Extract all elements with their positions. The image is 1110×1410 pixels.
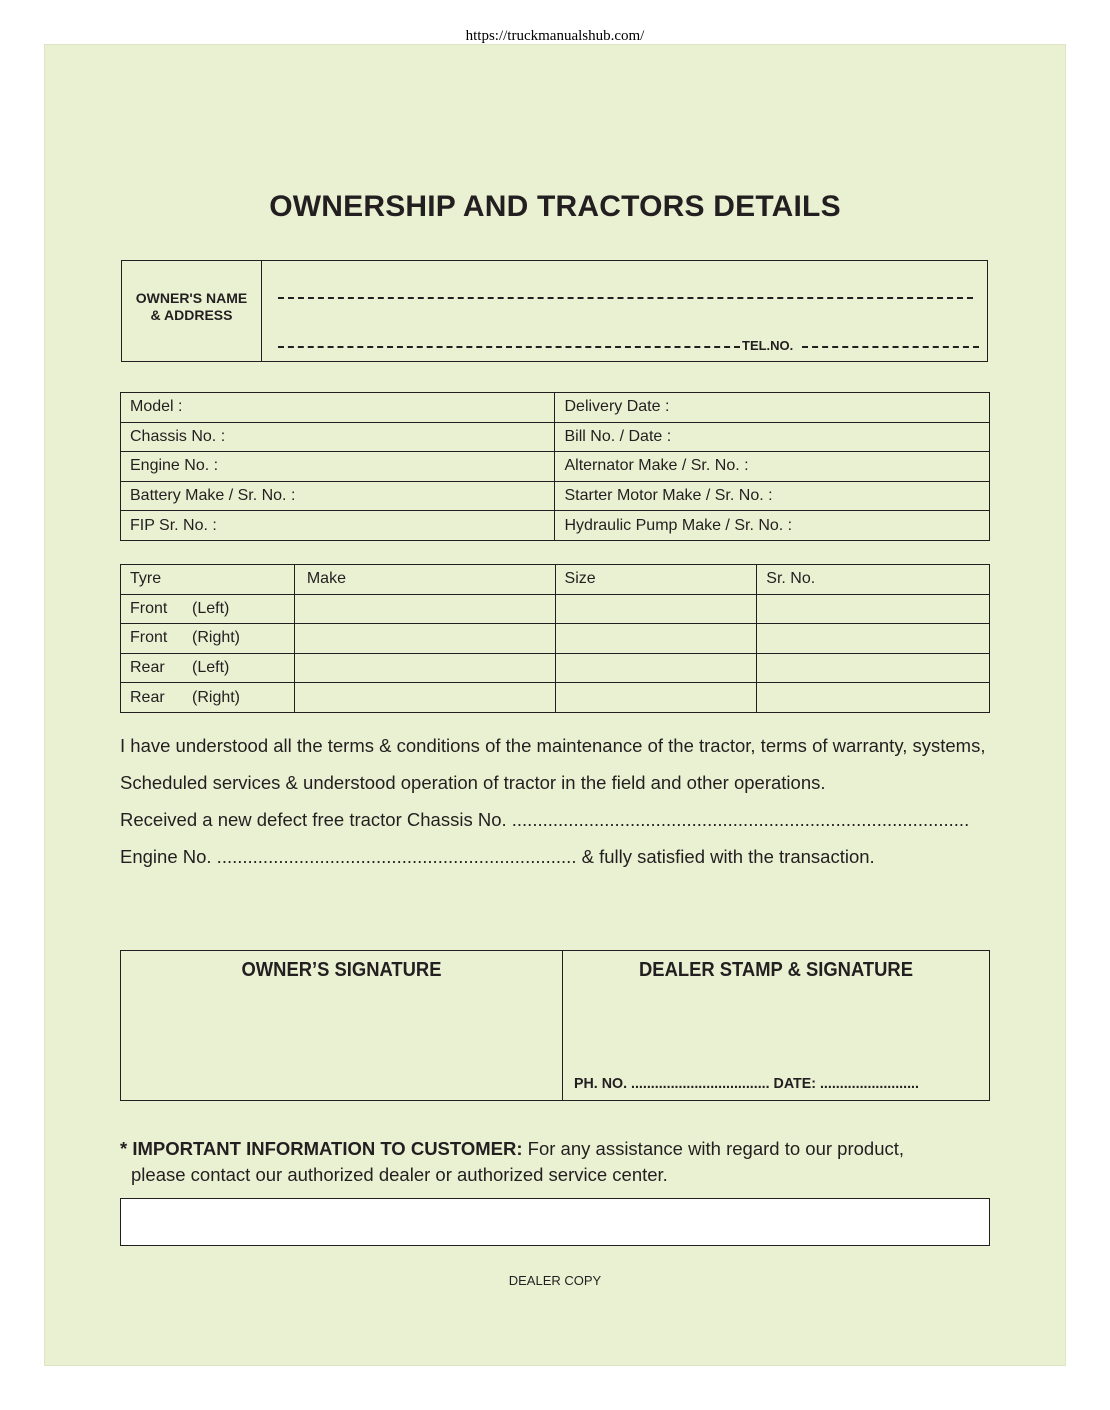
details-cell[interactable]: Engine No. : (121, 452, 555, 482)
tyre-input-cell[interactable] (294, 653, 555, 683)
owner-signature-label: OWNER’S SIGNATURE (241, 959, 442, 981)
tyre-header-cell: Tyre (121, 565, 295, 595)
details-cell[interactable]: Starter Motor Make / Sr. No. : (555, 481, 990, 511)
important-info-heading: * IMPORTANT INFORMATION TO CUSTOMER: (120, 1138, 523, 1159)
tel-no-label: TEL.NO. (742, 338, 794, 353)
tyre-input-cell[interactable] (555, 653, 757, 683)
tyre-input-cell[interactable] (757, 653, 990, 683)
details-row (121, 452, 990, 482)
declaration-line-2: Scheduled services & understood operation of tractor in the field and other operations. (120, 772, 826, 793)
tyre-row (121, 683, 990, 713)
tyre-position: Rear (130, 688, 165, 706)
tyre-side: (Right) (192, 688, 241, 706)
tyre-input-cell[interactable] (294, 683, 555, 713)
details-cell[interactable]: Bill No. / Date : (555, 422, 990, 452)
tel-no-line (802, 346, 979, 348)
dealer-signature-box[interactable] (563, 951, 989, 1100)
tyre-side: (Left) (192, 659, 230, 677)
tyre-position: Front (130, 599, 168, 617)
details-row (121, 481, 990, 511)
tyre-details-table (120, 564, 990, 713)
tyre-row (121, 653, 990, 683)
owner-label-line1: OWNER'S NAME (135, 290, 248, 306)
address-line-2 (278, 346, 740, 348)
tyre-input-cell[interactable] (294, 594, 555, 624)
tyre-position-cell (121, 594, 295, 624)
details-cell[interactable]: Delivery Date : (555, 393, 990, 423)
tyre-position: Rear (130, 659, 165, 677)
tyre-row (121, 594, 990, 624)
tyre-header-cell: Make (294, 565, 555, 595)
tyre-input-cell[interactable] (555, 594, 757, 624)
form-title: OWNERSHIP AND TRACTORS DETAILS (269, 190, 841, 223)
details-row (121, 422, 990, 452)
declaration-line-4: Engine No. ...................................................................... & fully satisfied with the transaction. (120, 846, 875, 867)
tyre-input-cell[interactable] (294, 624, 555, 654)
owner-name-address-box (121, 260, 988, 362)
tyre-input-cell[interactable] (555, 683, 757, 713)
important-info-line2: please contact our authorized dealer or authorized service center. (131, 1164, 668, 1185)
tyre-side: (Right) (192, 629, 241, 647)
tyre-position-cell (121, 653, 295, 683)
details-cell[interactable]: Chassis No. : (121, 422, 555, 452)
details-row (121, 393, 990, 423)
important-info-text: For any assistance with regard to our product, (522, 1138, 905, 1159)
dealer-signature-label: DEALER STAMP & SIGNATURE (639, 959, 913, 981)
details-row (121, 511, 990, 541)
declaration-text (120, 727, 1000, 875)
details-cell[interactable]: Model : (121, 393, 555, 423)
tyre-position: Front (130, 629, 168, 647)
dealer-info-box[interactable] (120, 1198, 990, 1246)
declaration-line-3: Received a new defect free tractor Chassis No. ......................................................................................... (120, 809, 970, 830)
tyre-input-cell[interactable] (757, 683, 990, 713)
tyre-input-cell[interactable] (757, 594, 990, 624)
address-line-1 (278, 297, 973, 299)
tyre-header-row (121, 565, 990, 595)
details-cell[interactable]: Hydraulic Pump Make / Sr. No. : (555, 511, 990, 541)
declaration-line-1: I have understood all the terms & conditions of the maintenance of the tractor, terms of warranty, systems, (120, 735, 986, 756)
tyre-position-cell (121, 624, 295, 654)
details-cell[interactable]: Battery Make / Sr. No. : (121, 481, 555, 511)
tyre-position-cell (121, 683, 295, 713)
owner-address-field[interactable] (262, 261, 987, 361)
tyre-input-cell[interactable] (757, 624, 990, 654)
tyre-row (121, 624, 990, 654)
tyre-side: (Left) (192, 599, 230, 617)
important-info (120, 1136, 1000, 1188)
source-url[interactable]: https://truckmanualshub.com/ (465, 28, 645, 44)
owner-signature-box[interactable] (121, 951, 563, 1100)
tyre-input-cell[interactable] (555, 624, 757, 654)
owner-label (122, 261, 262, 361)
owner-label-line2: & ADDRESS (150, 307, 233, 323)
tyre-header-cell: Sr. No. (757, 565, 990, 595)
details-cell[interactable]: FIP Sr. No. : (121, 511, 555, 541)
tyre-header-cell: Size (555, 565, 757, 595)
dealer-phone-date-line: PH. NO. ................................... DATE: ......................... (574, 1075, 919, 1092)
copy-label: DEALER COPY (508, 1273, 602, 1288)
signature-table (120, 950, 990, 1101)
tractor-details-table (120, 392, 990, 541)
details-cell[interactable]: Alternator Make / Sr. No. : (555, 452, 990, 482)
